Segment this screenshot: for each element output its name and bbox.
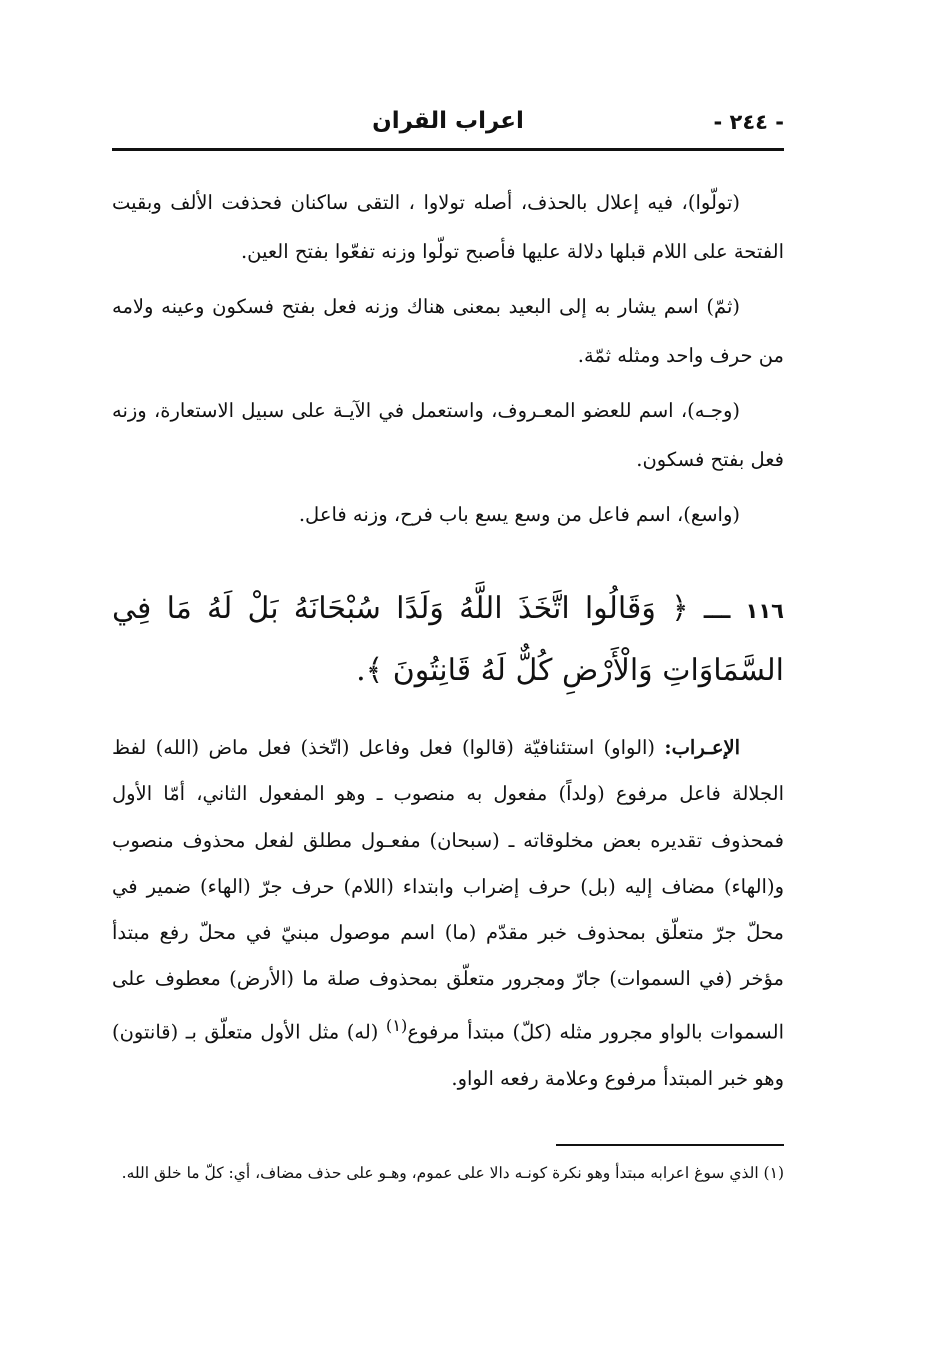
main-text bbox=[112, 178, 784, 1108]
irab-label: الإعـراب: bbox=[664, 736, 740, 759]
verse-separator: ـــ bbox=[703, 591, 731, 626]
verse-number: ١١٦ bbox=[745, 599, 784, 623]
footnotes bbox=[112, 1156, 784, 1191]
irab-section bbox=[112, 725, 784, 1102]
footnote-rule bbox=[556, 1144, 784, 1146]
page-number: - ٢٤٤ - bbox=[713, 110, 784, 134]
paragraph: (وجـه)، اسم للعضو المعـروف، واستعمل في الآيـة على سبيل الاستعارة، وزنه فعل بفتح فسكون. bbox=[112, 399, 784, 471]
footnote-marker: (١) bbox=[385, 1015, 408, 1035]
paragraph: (تولّوا)، فيه إعلال بالحذف، أصله تولاوا ، التقى ساكنان فحذفت الألف وبقيت الفتحة على اللام قبلها دلالة عليها فأصبح تولّوا وزنه تفعّوا بفتح العين. bbox=[112, 191, 784, 263]
irab-text-continued: (له) مثل الأول متعلّق بـ (قانتون) وهو خبر المبتدأ مرفوع وعلامة رفعه الواو. bbox=[112, 1020, 784, 1090]
irab-text: (الواو) استئنافيّة (قالوا) فعل وفاعل (اتّخذ) فعل ماض (الله) لفظ الجلالة فاعل مرفوع (ولداً) مفعول به منصوب ـ وهو المفعول الثاني، أمّا الأول فمحذوف تقديره بعض مخلوقاته ـ (سبحان) مفعـول مطلق لفعل محذوف منصوب و(الهاء) مضاف إليه (بل) حرف إضراب وابتداء (اللام) حرف جرّ (الهاء) ضمير في محلّ جرّ متعلّق بمحذوف خبر مقدّم (ما) اسم موصول مبنيّ في محلّ رفع مبتدأ مؤخر (في السموات) جارّ ومجرور متعلّق بمحذوف صلة ما (الأرض) معطوف على السموات بالواو مجرور مثله (كلّ) مبتدأ مرفوع bbox=[112, 736, 784, 1044]
verse-text: ﴿ وَقَالُوا اتَّخَذَ اللَّهُ وَلَدًا سُبْحَانَهُ بَلْ لَهُ مَا فِي السَّمَاوَاتِ وَالْأَرْضِ كُلٌّ لَهُ قَانِتُونَ ﴾. bbox=[112, 591, 784, 688]
paragraph: (واسع)، اسم فاعل من وسع يسع باب فرح، وزنه فاعل. bbox=[298, 503, 740, 526]
quran-verse bbox=[112, 579, 784, 701]
paragraph: (ثمّ) اسم يشار به إلى البعيد بمعنى هناك وزنه فعل بفتح فسكون وعينه ولامه من حرف واحد ومثله ثمّة. bbox=[112, 295, 784, 367]
running-title: اعراب القران bbox=[372, 108, 524, 134]
irab-paragraph bbox=[112, 725, 784, 1102]
header-rule bbox=[112, 148, 784, 151]
footnote: (١) الذي سوغ اعرابه مبتدأ وهو نكرة كونـه دالا على عموم، وهـو على حذف مضاف، أي: كلّ ما خلق الله. bbox=[121, 1164, 784, 1182]
page-header bbox=[112, 106, 784, 142]
